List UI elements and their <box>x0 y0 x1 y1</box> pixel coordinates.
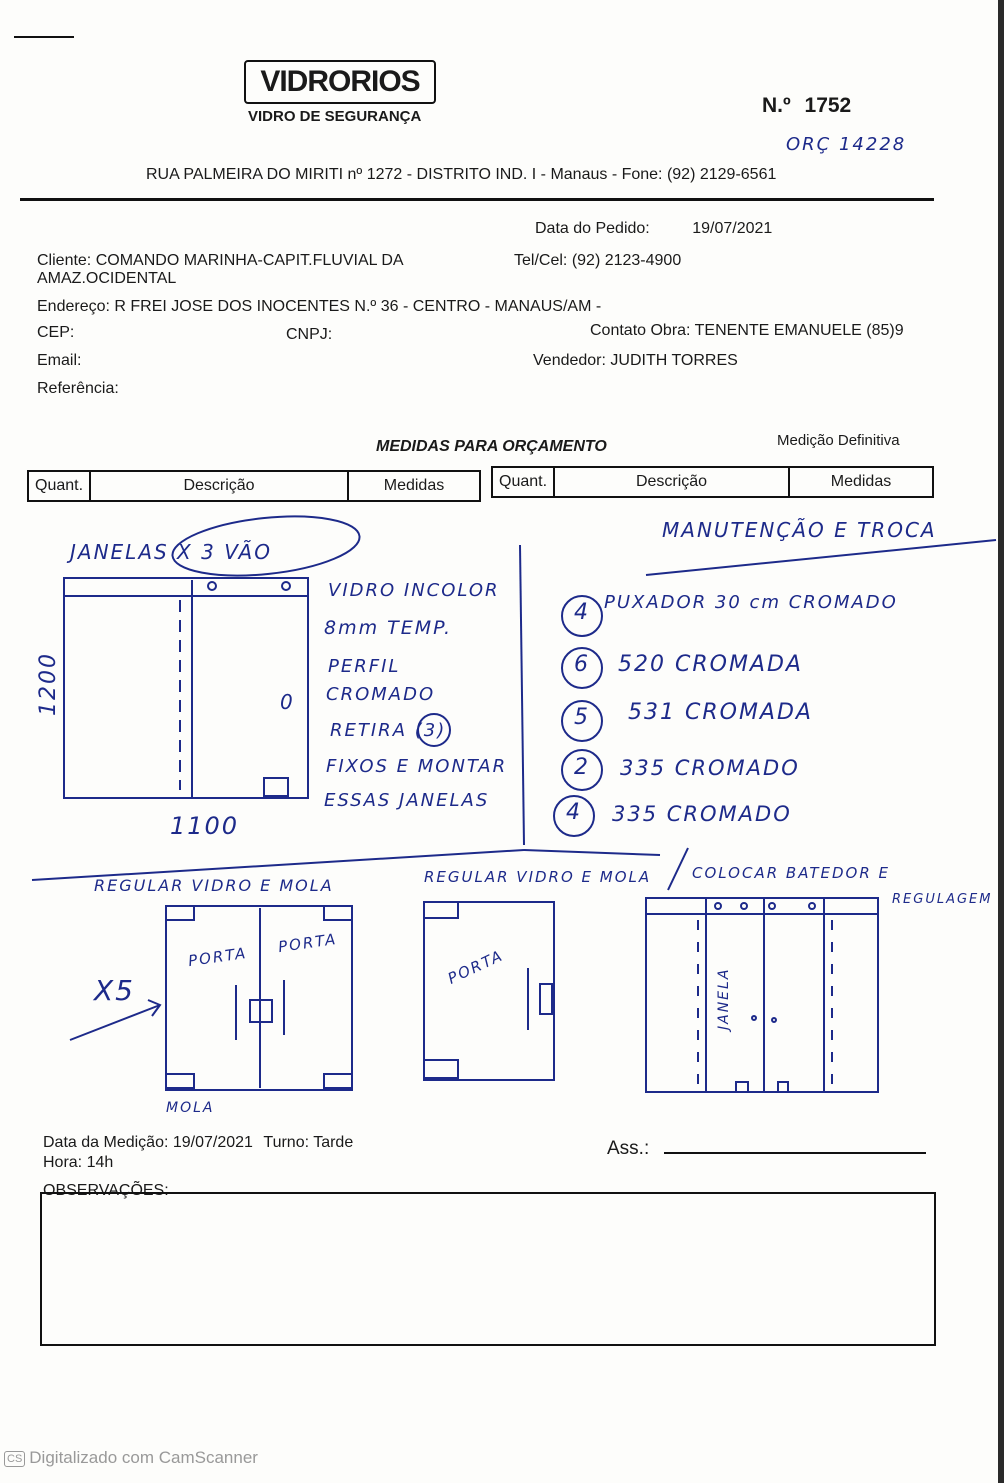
item-text-1: PUXADOR 30 cm CROMADO <box>604 592 898 613</box>
phone-value: (92) 2123-4900 <box>571 252 682 269</box>
item-qty-3: 5 <box>574 705 590 730</box>
signature-label: Ass.: <box>607 1138 650 1159</box>
col-medidas: Medidas <box>348 471 480 501</box>
observations-box <box>40 1192 936 1346</box>
address-label: Endereço: <box>37 298 110 315</box>
col-quant-right: Quant. <box>492 467 554 497</box>
measures-title: MEDIDAS PARA ORÇAMENTO <box>376 438 607 455</box>
client-value: COMANDO MARINHA-CAPIT.FLUVIAL DA <box>95 252 404 269</box>
seller-value: JUDITH TORRES <box>610 352 738 369</box>
seller-label: Vendedor: <box>533 352 606 369</box>
measure-time: Hora: 14h <box>43 1154 114 1171</box>
phone-label: Tel/Cel: <box>514 252 568 269</box>
single-door-sketch <box>424 902 554 1080</box>
adjust-label-2: REGULAR VIDRO E MOLA <box>424 868 652 886</box>
adjust-label-1: REGULAR VIDRO E MOLA <box>94 876 334 895</box>
door-label-left: PORTA <box>187 943 249 971</box>
door-label-right: PORTA <box>277 929 339 957</box>
item-qty-1: 4 <box>574 600 590 625</box>
email-label: Email: <box>37 352 82 369</box>
cnpj-label: CNPJ: <box>286 326 333 343</box>
width-dimension: 1100 <box>170 812 240 840</box>
brand-logo: VIDRORIOS <box>244 60 436 104</box>
cep-label: CEP: <box>37 324 75 341</box>
window-sketch <box>64 578 308 798</box>
handle-mark: 0 <box>280 690 295 714</box>
order-date-label: Data do Pedido: <box>535 220 650 237</box>
col-medidas-right: Medidas <box>789 467 933 497</box>
regulagem-label: REGULAGEM <box>892 892 993 907</box>
address-value: R FREI JOSE DOS INOCENTES N.º 36 - CENTRO - MANAUS/AM - <box>114 298 602 315</box>
order-date-value: 19/07/2021 <box>692 220 773 237</box>
vertical-divider <box>520 545 524 845</box>
right-edge <box>998 0 1004 1483</box>
col-descricao-right: Descrição <box>554 467 789 497</box>
window-sketch-right <box>646 898 878 1092</box>
mola-label: MOLA <box>166 1100 215 1116</box>
batedor-label: COLOCAR BATEDOR E <box>692 864 891 882</box>
scanner-watermark <box>4 1448 258 1468</box>
measure-date-value: Data da Medição: 19/07/2021 <box>43 1134 253 1151</box>
windows-heading: JANELAS X 3 VÃO <box>70 540 272 564</box>
scanner-text: Digitalizado com CamScanner <box>29 1448 258 1467</box>
door-label-single: PORTA <box>444 946 507 988</box>
observations-label: OBSERVAÇÕES: <box>43 1182 169 1199</box>
note-6: FIXOS E MONTAR <box>326 756 508 777</box>
item-qty-5: 4 <box>566 800 582 825</box>
camscanner-icon: CS <box>4 1451 25 1467</box>
reference-label: Referência: <box>37 380 119 397</box>
note-1: VIDRO INCOLOR <box>328 580 500 601</box>
col-quant: Quant. <box>28 471 90 501</box>
company-address: RUA PALMEIRA DO MIRITI nº 1272 - DISTRITO IND. I - Manaus - Fone: (92) 2129-6561 <box>146 166 777 183</box>
item-qty-4: 2 <box>574 755 590 780</box>
item-text-5: 335 CROMADO <box>612 802 792 826</box>
item-text-2: 520 CROMADA <box>618 652 803 677</box>
order-number-value: 1752 <box>804 94 852 117</box>
col-descricao: Descrição <box>90 471 348 501</box>
maintenance-heading: MANUTENÇÃO E TROCA <box>662 518 937 542</box>
note-3: PERFIL <box>328 656 401 677</box>
item-text-4: 335 CROMADO <box>620 756 800 780</box>
item-qty-2: 6 <box>574 652 590 677</box>
shift-value: Turno: Tarde <box>263 1134 354 1151</box>
janela-label: JANELA <box>716 967 732 1030</box>
measure-date <box>43 1134 353 1152</box>
orc-handwritten: ORÇ 14228 <box>786 134 907 155</box>
note-4: CROMADO <box>326 684 436 705</box>
contact-label: Contato Obra: <box>590 322 691 339</box>
note-2: 8mm TEMP. <box>324 617 453 639</box>
client-label: Cliente: <box>37 252 92 269</box>
signature-line <box>664 1152 926 1154</box>
order-number-label: N.º <box>762 94 791 117</box>
times-five: X5 <box>94 974 135 1007</box>
note-7: ESSAS JANELAS <box>324 790 490 811</box>
client-line-2: AMAZ.OCIDENTAL <box>37 270 177 287</box>
note-5: RETIRA (3) <box>330 720 447 741</box>
item-text-3: 531 CROMADA <box>628 700 813 725</box>
measures-definitive: Medição Definitiva <box>777 432 900 449</box>
height-dimension: 1200 <box>36 652 61 716</box>
contact-value: TENENTE EMANUELE (85)9 <box>694 322 904 339</box>
brand-tagline: VIDRO DE SEGURANÇA <box>248 108 422 125</box>
